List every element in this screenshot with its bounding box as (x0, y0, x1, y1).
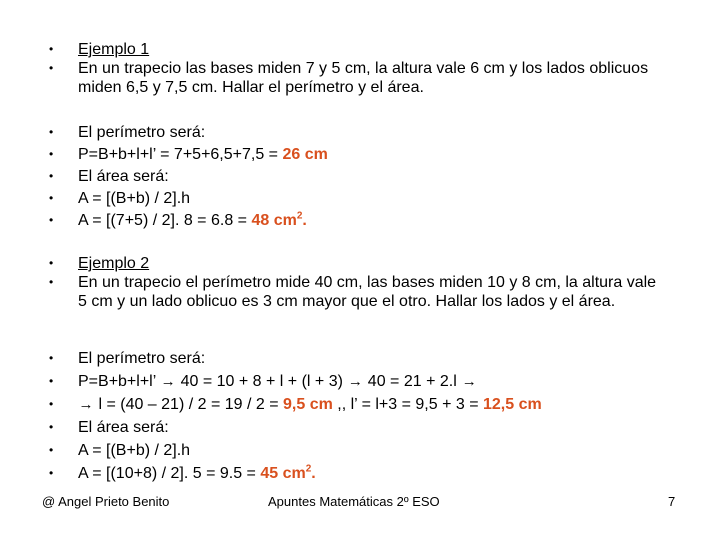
bullet: • (49, 374, 54, 388)
list-item (0, 167, 720, 186)
footer (0, 494, 720, 514)
bullet: • (49, 351, 54, 365)
perimeter-result: 26 cm (282, 146, 328, 163)
example-1-title: Ejemplo 1 (78, 41, 150, 58)
example-1-block (0, 40, 720, 97)
arrow-right-icon: → (78, 396, 94, 413)
bullet: • (49, 397, 54, 411)
solution-1-block (0, 123, 720, 230)
solution-2-line-5: A = [(B+b) / 2].h (78, 442, 191, 459)
bullet: • (49, 61, 54, 75)
page-number: 7 (668, 494, 676, 509)
list-item (0, 189, 720, 208)
area-formula: A = [(10+8) / 2]. 5 = 9.5 = (78, 465, 261, 482)
list-item (0, 418, 720, 437)
list-item (0, 59, 720, 97)
bullet: • (49, 147, 54, 161)
solution-1-line-1: El perímetro será: (78, 124, 206, 141)
bullet: • (49, 169, 54, 183)
arrow-right-icon: → (160, 373, 176, 390)
bullet: • (49, 420, 54, 434)
bullet: • (49, 466, 54, 480)
solution-2-line-6 (78, 464, 668, 483)
bullet: • (49, 42, 54, 56)
bullet: • (49, 443, 54, 457)
bullet: • (49, 191, 54, 205)
bullet: • (49, 213, 54, 227)
area-formula: A = [(7+5) / 2]. 8 = 6.8 = (78, 212, 252, 229)
bullet: • (49, 256, 54, 270)
list-item (0, 211, 720, 230)
solution-1-line-5 (78, 211, 668, 230)
footer-author: @ Angel Prieto Benito (42, 494, 170, 509)
area-result: 48 $cm^2$. (251, 210, 307, 229)
solution-1-line-3: El área será: (78, 168, 169, 185)
list-item (0, 273, 720, 311)
bullet: • (49, 275, 54, 289)
footer-course: Apuntes Matemáticas 2º ESO (268, 494, 440, 509)
arrow-right-icon: → (461, 373, 477, 390)
example-2-block (0, 254, 720, 311)
list-item (0, 372, 720, 391)
side-l-result: 9,5 cm (283, 396, 333, 413)
example-2-title: Ejemplo 2 (78, 255, 150, 272)
list-item (0, 464, 720, 483)
list-item (0, 40, 720, 59)
list-item (0, 395, 720, 414)
example-1-statement: En un trapecio las bases miden 7 y 5 cm, la altura vale 6 cm y los lados oblicuos miden 6,5 y 7,5 cm. Hallar el perímetro y el área. (78, 60, 649, 96)
arrow-right-icon: → (347, 373, 363, 390)
solution-2-line-2: P=B+b+l+l’ → 40 = 10 + 8 + l + (l + 3) → 40 = 21 + 2.l → (78, 373, 477, 390)
solution-2-line-1: El perímetro será: (78, 350, 206, 367)
list-item (0, 441, 720, 460)
list-item (0, 145, 720, 164)
solution-2-line-3: → l = (40 – 21) / 2 = 19 / 2 = 9,5 cm ,, l’ = l+3 = 9,5 + 3 = 12,5 cm (78, 396, 542, 413)
solution-1-line-4: A = [(B+b) / 2].h (78, 190, 191, 207)
side-l-prime-result: 12,5 cm (483, 396, 542, 413)
solution-1-line-2 (78, 145, 668, 164)
area-result: 45 $cm^2$. (260, 463, 316, 482)
list-item (0, 123, 720, 142)
list-item (0, 349, 720, 368)
solution-2-line-4: El área será: (78, 419, 169, 436)
list-item (0, 254, 720, 273)
perimeter-formula: P=B+b+l+l’ = 7+5+6,5+7,5 = (78, 146, 283, 163)
bullet: • (49, 125, 54, 139)
solution-2-block (0, 349, 720, 483)
example-2-statement: En un trapecio el perímetro mide 40 cm, las bases miden 10 y 8 cm, la altura vale 5 cm y un lado oblicuo es 3 cm mayor que el otro. Hallar los lados y el área. (78, 274, 657, 310)
